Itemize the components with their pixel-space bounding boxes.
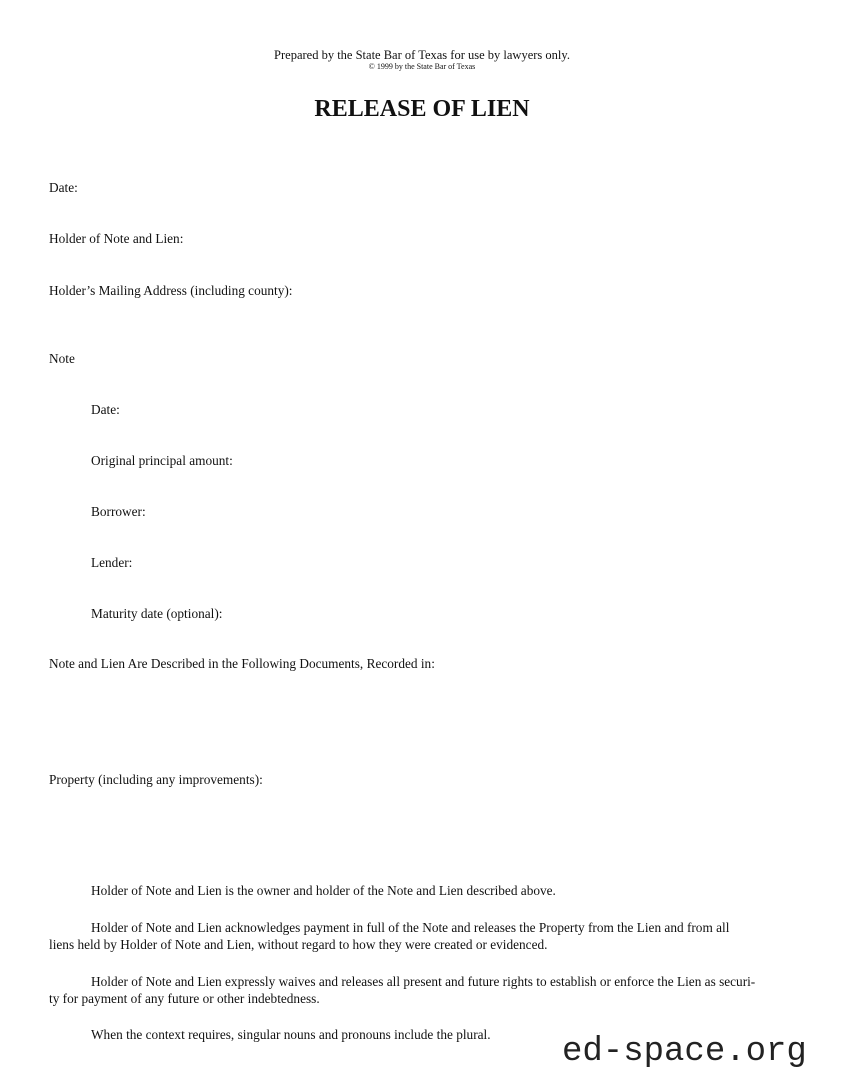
watermark: ed-space.org	[562, 1033, 807, 1071]
paragraph-ownership: Holder of Note and Lien is the owner and holder of the Note and Lien described above.	[91, 883, 556, 898]
prepared-by-notice: Prepared by the State Bar of Texas for use by lawyers only.	[274, 48, 570, 62]
holder-label: Holder of Note and Lien:	[49, 231, 184, 246]
document-title: RELEASE OF LIEN	[314, 96, 530, 122]
maturity-date-label: Maturity date (optional):	[91, 606, 223, 621]
paragraph-waiver-line2: ty for payment of any future or other indebtedness.	[49, 991, 320, 1006]
borrower-label: Borrower:	[91, 504, 146, 519]
paragraph-plural: When the context requires, singular nouns and pronouns include the plural.	[91, 1027, 491, 1042]
copyright-notice: © 1999 by the State Bar of Texas	[368, 62, 476, 71]
paragraph-release-line2: liens held by Holder of Note and Lien, without regard to how they were created or evidenced.	[49, 937, 548, 952]
paragraph-waiver-line1: Holder of Note and Lien expressly waives and releases all present and future rights to establish or enforce the Lien as securi-	[91, 974, 756, 989]
holder-address-label: Holder’s Mailing Address (including county):	[49, 283, 293, 298]
note-heading: Note	[49, 351, 75, 366]
lender-label: Lender:	[91, 555, 133, 570]
date-label: Date:	[49, 180, 78, 195]
property-label: Property (including any improvements):	[49, 772, 263, 787]
original-principal-label: Original principal amount:	[91, 453, 233, 468]
documents-label: Note and Lien Are Described in the Following Documents, Recorded in:	[49, 656, 435, 671]
note-date-label: Date:	[91, 402, 120, 417]
paragraph-release-line1: Holder of Note and Lien acknowledges payment in full of the Note and releases the Property from the Lien and from all	[91, 920, 730, 935]
